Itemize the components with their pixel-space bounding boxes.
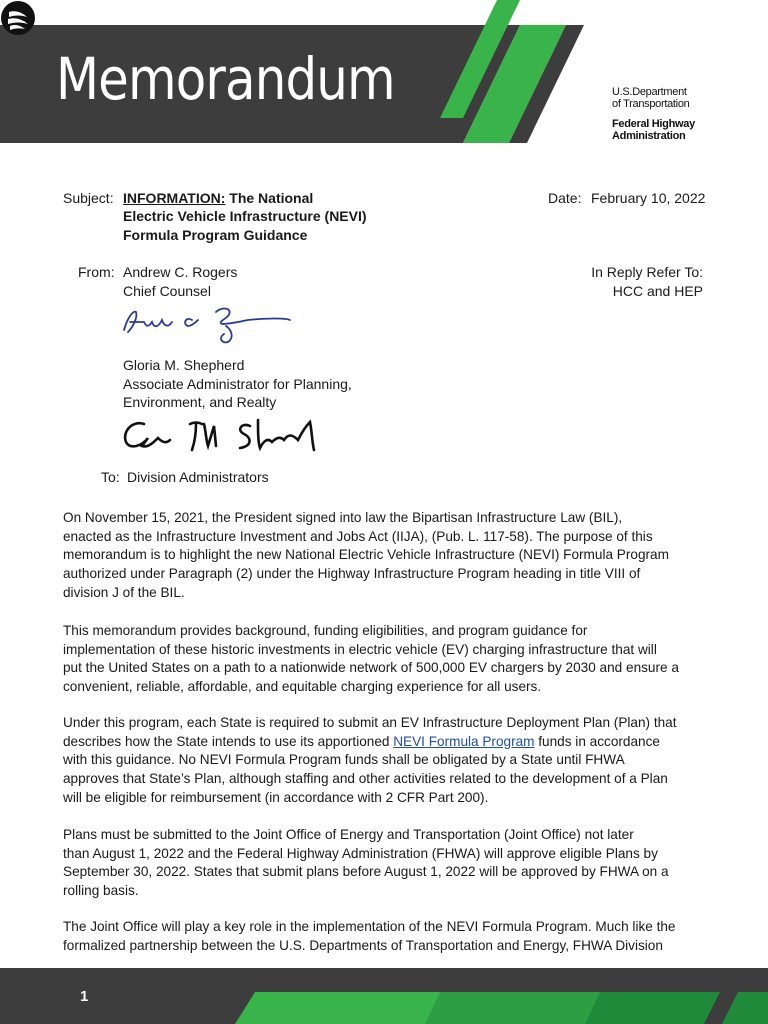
from2-title2: Environment, and Realty xyxy=(123,394,277,410)
footer-banner-graphic xyxy=(0,968,768,1024)
paragraph-line: Plans must be submitted to the Joint Office of Energy and Transportation (Joint Office) not later xyxy=(63,827,634,842)
dot-name-line2: of Transportation xyxy=(612,98,690,110)
subject-line3: Formula Program Guidance xyxy=(123,227,308,243)
fhwa-name-line1: Federal Highway xyxy=(612,118,695,130)
from2-title1: Associate Administrator for Planning, xyxy=(123,376,352,392)
paragraph-line: memorandum is to highlight the new National Electric Vehicle Infrastructure (NEVI) Formula Program xyxy=(63,547,669,563)
paragraph-line: authorized under Paragraph (2) under the Highway Infrastructure Program heading in title VIII of xyxy=(63,566,641,582)
signature-shepherd xyxy=(118,412,334,462)
paragraph-line: Under this program, each State is required to submit an EV Infrastructure Deployment Plan (Plan) that xyxy=(63,715,677,730)
paragraph-line: put the United States on a path to a nationwide network of 500,000 EV chargers by 2030 and ensure a xyxy=(63,660,679,676)
paragraph-line: with this guidance. No NEVI Formula Program funds shall be obligated by a State until FHWA xyxy=(63,752,625,768)
subject-line2: Electric Vehicle Infrastructure (NEVI) xyxy=(123,208,367,224)
subject-label: Subject: xyxy=(63,190,114,206)
paragraph-line: convenient, reliable, affordable, and equitable charging experience for all users. xyxy=(63,679,542,695)
memo-header xyxy=(0,0,768,145)
to-value: Division Administrators xyxy=(127,469,269,485)
paragraph-text: funds in accordance xyxy=(534,733,660,749)
dot-name-line1: U.S.Department xyxy=(612,86,687,98)
nevi-formula-program-link[interactable]: NEVI Formula Program xyxy=(393,733,535,749)
paragraph-line: than August 1, 2022 and the Federal Highway Administration (FHWA) will approve eligible Plans by xyxy=(63,845,658,861)
signature-rogers xyxy=(118,302,298,348)
memo-title: Memorandum xyxy=(56,45,395,113)
paragraph-line: formalized partnership between the U.S. Departments of Transportation and Energy, FHWA Division xyxy=(63,937,663,953)
paragraph-line: September 30, 2022. States that submit plans before August 1, 2022 will be approved by FHWA on a xyxy=(63,864,669,880)
dot-logo-icon xyxy=(0,0,36,36)
paragraph-line: will be eligible for reimbursement (in accordance with 2 CFR Part 200). xyxy=(63,789,489,805)
paragraph-line: On November 15, 2021, the President signed into law the Bipartisan Infrastructure Law (BIL), xyxy=(63,510,623,525)
to-label: To: xyxy=(101,469,120,485)
fhwa-name-line2: Administration xyxy=(612,130,686,142)
paragraph-3 xyxy=(63,714,713,808)
page-footer xyxy=(0,968,768,1024)
paragraph-1 xyxy=(63,509,713,603)
paragraph-line: implementation of these historic investments in electric vehicle (EV) charging infrastructure that will xyxy=(63,641,657,657)
reply-value: HCC and HEP xyxy=(612,283,703,299)
paragraph-2 xyxy=(63,622,713,697)
paragraph-4 xyxy=(63,826,713,901)
paragraph-line: The Joint Office will play a key role in the implementation of the NEVI Formula Program. Much like the xyxy=(63,919,676,934)
paragraph-5 xyxy=(63,918,713,955)
from1-name: Andrew C. Rogers xyxy=(123,264,238,280)
paragraph-line: This memorandum provides background, funding eligibilities, and program guidance for xyxy=(63,623,588,638)
paragraph-line: approves that State’s Plan, although staffing and other activities related to the development of a Plan xyxy=(63,771,668,787)
subject-line1 xyxy=(123,189,313,208)
paragraph-line: division J of the BIL. xyxy=(63,584,185,600)
paragraph-line: rolling basis. xyxy=(63,883,139,899)
reply-label: In Reply Refer To: xyxy=(591,264,703,280)
subject-text-1: The National xyxy=(229,190,314,206)
from2-name: Gloria M. Shepherd xyxy=(123,357,245,373)
page-number: 1 xyxy=(80,988,89,1005)
subject-prefix: INFORMATION: xyxy=(123,190,226,206)
from-label: From: xyxy=(78,264,115,280)
date-label: Date: xyxy=(548,190,582,206)
paragraph-text: describes how the State intends to use its apportioned xyxy=(63,733,394,749)
date-value: February 10, 2022 xyxy=(591,190,706,206)
from1-title: Chief Counsel xyxy=(123,283,211,299)
paragraph-line: enacted as the Infrastructure Investment and Jobs Act (IIJA), (Pub. L. 117-58). The purpose of this xyxy=(63,528,653,544)
paragraph-line xyxy=(63,733,713,752)
